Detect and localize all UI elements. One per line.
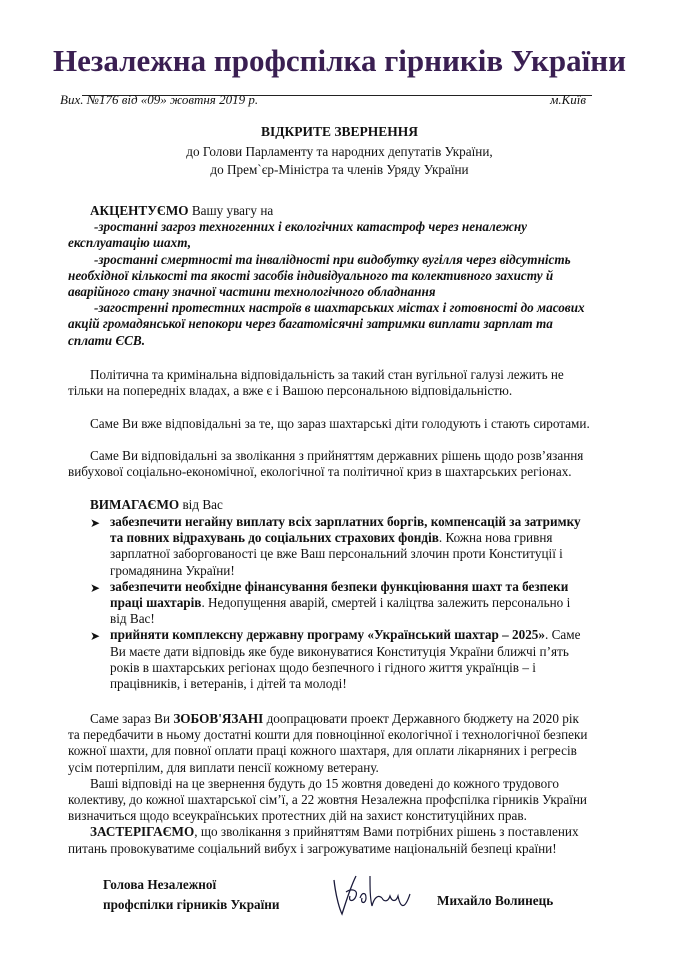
demand-1-bold-line-1: забезпечити негайну виплату всіх зарплатних боргів, компенсацій за затримку xyxy=(110,514,581,529)
signatory-name: Михайло Волинець xyxy=(437,893,554,908)
arrow-bullet-icon: ➤ xyxy=(90,516,101,530)
closing-3-rest: , що зволікання з прийняттям Вами потрібних рішень з поставлених xyxy=(194,824,579,840)
demand-1-bold-line-2: та повних відрахувань до соціальних страхових фондів xyxy=(110,530,439,546)
paragraph-3-line-1: Саме Ви відповідальні за зволікання з прийняттям державних рішень щодо розв’язання xyxy=(90,448,584,463)
demand-3-line-2: Ви маєте дати відповідь яке буде виконуватися Конституція України ближчі п’ять xyxy=(110,643,569,659)
signatory-title xyxy=(103,875,280,915)
emphasis-item-2-line-3: аварійного стану значної частини технологічного обладнання xyxy=(68,284,436,300)
emphasis-item-1-line-1: -зростанні загроз техногенних і екологічних катастроф через неналежну xyxy=(94,219,528,235)
arrow-bullet-icon: ➤ xyxy=(90,580,101,595)
addressee-line-1: до Голови Парламенту та народних депутатів України, xyxy=(186,144,493,159)
handwritten-signature xyxy=(326,868,416,922)
emphasis-item-3-line-2: акцій громадянської непокори через багатомісячні затримки виплати зарплат та xyxy=(68,316,553,332)
demand-3-line-4: працівників, і ветеранів, і дітей та молоді! xyxy=(110,676,347,692)
paragraph-children xyxy=(68,416,628,432)
paragraph-2: Саме Ви вже відповідальні за те, що зараз шахтарські діти голодують і стають сиротами. xyxy=(90,416,590,431)
arrow-bullet-icon: ➤ xyxy=(90,629,101,644)
closing-3-line-1 xyxy=(68,824,628,840)
closing-block xyxy=(68,711,628,857)
emphasis-item-2-line-1: -зростанні смертності та інвалідності при видобутку вугілля через відсутність xyxy=(94,251,571,267)
outgoing-number: Вих. №176 від «09» жовтня 2019 р. xyxy=(60,92,259,107)
signatory-title-line-1: Голова Незалежної xyxy=(103,877,217,892)
demand-3-rest-line-1: . Саме xyxy=(545,627,581,643)
emphasis-item-3-line-1: -загостренні протестних настроїв в шахтарських містах і готовності до масових xyxy=(94,300,585,316)
demand-3-line-3: років в шахтарських регіонах щодо безпечного і гідного життя українців – і xyxy=(110,659,536,675)
closing-1-post: доопрацювати проект Державного бюджету на 2020 рік xyxy=(263,711,579,726)
demand-2-line-3: від Вас! xyxy=(110,611,155,627)
demand-3-bold-line-1: прийняти комплексну державну програму «Український шахтар – 2025» xyxy=(110,627,545,643)
organization-title: Незалежна профспілка гірників України xyxy=(53,43,626,78)
demands-lead-line xyxy=(68,497,628,513)
closing-1-pre: Саме зараз Ви xyxy=(90,711,174,726)
city-label: м.Київ xyxy=(550,92,586,107)
warning-word: ЗАСТЕРІГАЄМО xyxy=(90,824,195,840)
demand-2-rest-line-2: . Недопущення аварій, смертей і каліцтва залежить персонально і xyxy=(201,595,571,611)
closing-2-line-1: Ваші відповіді на це звернення будуть до 15 жовтня доведені до кожного трудового xyxy=(90,775,559,791)
closing-2-line-2: колективу, до кожної шахтарської сім’ї, а 22 жовтня Незалежна профспілка гірників України xyxy=(68,792,587,808)
closing-1-line-3: кожної шахти, для повної оплати праці кожного шахтаря, для оплати лікарняних і регресів xyxy=(68,743,577,759)
paragraph-3-line-2: вибухової соціально-економічної, екологічної та політичної криз в шахтарських регіонах. xyxy=(68,464,572,480)
emphasis-lead-line xyxy=(68,203,628,219)
demands-list xyxy=(90,514,628,692)
demand-item-1 xyxy=(90,514,628,579)
emphasis-item-2-line-2: необхідної кількості та якості засобів індивідуального та колективного захисту й xyxy=(68,267,554,283)
paragraph-responsibility xyxy=(68,367,628,399)
closing-1-line-4: усім потерпілим, для виплати пенсії кожному ветерану. xyxy=(68,759,379,775)
closing-3-line-2: питань провокуватиме соціальний вибух і загрожуватиме національній безпеці країни! xyxy=(68,840,557,856)
demands-lead-rest: від Вас xyxy=(179,497,223,512)
closing-1-line-2: та передбачити в ньому достатні кошти для повноцінної екологічної і технологічної безпеки xyxy=(68,727,588,743)
emphasis-item-3-line-3: сплати ЄСВ. xyxy=(68,332,145,348)
demand-item-3 xyxy=(90,627,628,692)
demand-2-bold-line-2: праці шахтарів xyxy=(110,595,202,611)
document-title: ВІДКРИТЕ ЗВЕРНЕННЯ xyxy=(260,124,419,139)
demands-lead xyxy=(68,497,628,513)
demand-item-2 xyxy=(90,579,628,628)
signatory-title-line-2: профспілки гірників України xyxy=(103,897,280,912)
obligated-word: ЗОБОВ'ЯЗАНІ xyxy=(173,711,264,726)
paragraph-1-line-1: Політична та кримінальна відповідальність за такий стан вугільної галузі лежить не xyxy=(90,367,564,382)
closing-1-line-1 xyxy=(68,711,628,727)
addressee-line-2: до Прем`єр-Міністра та членів Уряду України xyxy=(210,162,469,177)
demands-lead-word: ВИМАГАЄМО xyxy=(90,497,180,512)
emphasis-block xyxy=(68,203,628,349)
demand-1-line-4: громадянина України! xyxy=(110,562,235,578)
emphasis-lead-rest: Вашу увагу на xyxy=(188,203,274,218)
emphasis-lead-word: АКЦЕНТУЄМО xyxy=(90,203,189,218)
paragraph-1-line-2: тільки на попередніх владах, а вже є і Вашою персональною відповідальністю. xyxy=(68,383,513,399)
emphasis-item-1-line-2: експлуатацію шахт, xyxy=(68,235,192,251)
demand-1-line-3: зарплатної заборгованості це вже Ваш персональний злочин проти Конституції і xyxy=(110,546,563,562)
closing-2-line-3: визначиться щодо всеукраїнських протестних дій на захист конституційних прав. xyxy=(68,808,527,824)
paragraph-delays xyxy=(68,448,628,480)
demand-1-rest-line-2: . Кожна нова гривня xyxy=(438,530,553,546)
demand-2-bold-line-1: забезпечити необхідне фінансування безпеки функціювання шахт та безпеки xyxy=(110,578,569,594)
